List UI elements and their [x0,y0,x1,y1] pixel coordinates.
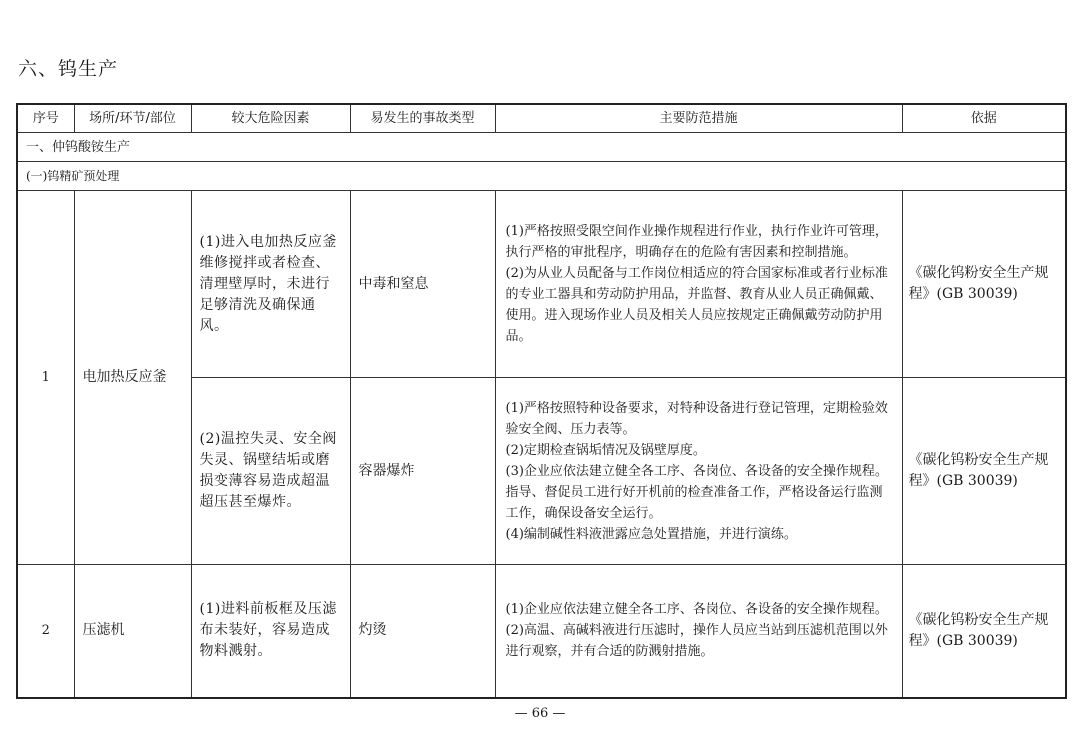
basis-cell: 《碳化钨粉安全生产规程》(GB 30039) [902,378,1066,565]
measure-item: (2)为从业人员配备与工作岗位相适应的符合国家标准或者行业标准的专业工器具和劳动防护用品，并监督、教育从业人员正确佩戴、使用。进入现场作业人员及相关人员应按规定正确佩戴劳动防护用品。 [505,266,888,344]
measure-item: (4)编制碱性料液泄露应急处置措施，并进行演练。 [505,526,797,542]
measures-cell [495,191,902,378]
section-title: 一、仲钨酸铵生产 [17,133,1066,162]
subsection-row [17,162,1066,191]
row-number: 2 [17,565,74,698]
measure-item: (2)高温、高碱料液进行压滤时，操作人员应当站到压滤机范围以外进行观察，并有合适的防溅射措施。 [505,623,888,660]
measure-item: (2)定期检查锅垢情况及锅壁厚度。 [505,442,706,458]
basis-cell: 《碳化钨粉安全生产规程》(GB 30039) [902,191,1066,378]
accident-type-cell: 容器爆炸 [350,378,495,565]
accident-type-cell: 中毒和窒息 [350,191,495,378]
table-row [17,191,1066,378]
header-cell: 依据 [902,104,1066,133]
hazard-cell: (2)温控失灵、安全阀失灵、锅壁结垢或磨损变薄容易造成超温超压甚至爆炸。 [191,378,350,565]
measures-cell [495,565,902,698]
header-cell: 易发生的事故类型 [350,104,495,133]
measure-item: (3)企业应依法建立健全各工序、各岗位、各设备的安全操作规程。指导、督促员工进行好开机前的检查准备工作，严格设备运行监测工作，确保设备安全运行。 [505,463,888,521]
header-cell: 序号 [17,104,74,133]
section-heading: 六、钨生产 [18,58,119,80]
table-row [17,565,1066,698]
page-number: — 66 — [514,706,566,721]
header-cell: 较大危险因素 [191,104,350,133]
measure-item: (1)企业应依法建立健全各工序、各岗位、各设备的安全操作规程。 [505,602,888,618]
measures-cell [495,378,902,565]
place-cell: 压滤机 [74,565,191,698]
subsection-title: (一)钨精矿预处理 [17,162,1066,191]
place-cell: 电加热反应釜 [74,191,191,565]
header-cell: 场所/环节/部位 [74,104,191,133]
measure-item: (1)严格按照受限空间作业操作规程进行作业，执行作业许可管理，执行严格的审批程序，明确存在的危险有害因素和控制措施。 [505,224,888,260]
section-row [17,133,1066,162]
header-cell: 主要防范措施 [495,104,902,133]
accident-type-cell: 灼烫 [350,565,495,698]
measure-item: (1)严格按照特种设备要求，对特种设备进行登记管理，定期检验效验安全阀、压力表等。 [505,400,888,437]
safety-table [16,103,1067,699]
row-number: 1 [17,191,74,565]
hazard-cell: (1)进料前板框及压滤布未装好，容易造成物料溅射。 [191,565,350,698]
basis-cell: 《碳化钨粉安全生产规程》(GB 30039) [902,565,1066,698]
hazard-cell: (1)进入电加热反应釜维修搅拌或者检查、清理壁厚时，未进行足够清洗及确保通风。 [191,191,350,378]
header-row [17,104,1066,133]
